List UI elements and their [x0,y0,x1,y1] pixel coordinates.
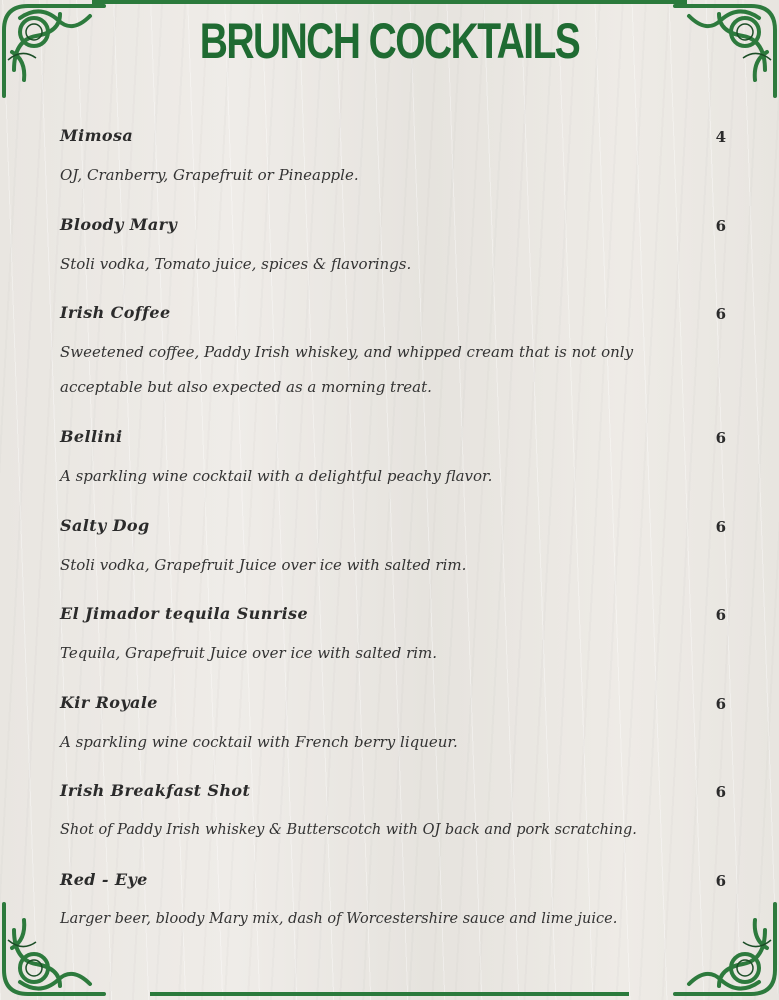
menu-item-name: Mimosa [60,126,134,145]
menu-item-name: Irish Coffee [60,303,171,322]
menu-item-name: Bloody Mary [60,215,178,234]
menu-item-description: OJ, Cranberry, Grapefruit or Pineapple. [60,166,359,184]
menu-item-price: 6 [715,217,726,235]
menu-item-price: 6 [715,305,726,323]
top-border-rule [92,0,687,4]
menu-item-name: Salty Dog [60,516,150,535]
menu-item-price: 4 [715,128,726,146]
menu-item-description: Tequila, Grapefruit Juice over ice with salted rim. [60,644,438,662]
menu-item-description: A sparkling wine cocktail with French berry liqueur. [60,733,458,751]
menu-item-description: Stoli vodka, Grapefruit Juice over ice with salted rim. [60,556,467,574]
menu-item-price: 6 [715,695,726,713]
menu-item-name: Bellini [60,427,123,446]
menu-item-name: Irish Breakfast Shot [60,781,251,800]
menu-item-name: El Jimador tequila Sunrise [60,604,309,623]
page-title: BRUNCH COCKTAILS [199,13,580,69]
menu-item-price: 6 [715,606,726,624]
menu-item-price: 6 [715,429,726,447]
menu-item-price: 6 [715,872,726,890]
menu-item-name: Red - Eye [60,870,148,889]
menu-item-name: Kir Royale [60,693,158,712]
menu-item-description: Stoli vodka, Tomato juice, spices & flavorings. [60,255,412,273]
menu-item-price: 6 [715,783,726,801]
menu-item-description: Sweetened coffee, Paddy Irish whiskey, and whipped cream that is not only acceptable but also expected as a morning treat. [60,343,634,396]
menu-item-description: Larger beer, bloody Mary mix, dash of Worcestershire sauce and lime juice. [60,911,618,927]
menu-item-description: Shot of Paddy Irish whiskey & Butterscotch with OJ back and pork scratching. [60,822,637,838]
menu-item-price: 6 [715,518,726,536]
bottom-border-rule [150,992,629,996]
menu-item-description: A sparkling wine cocktail with a delightful peachy flavor. [60,467,493,485]
